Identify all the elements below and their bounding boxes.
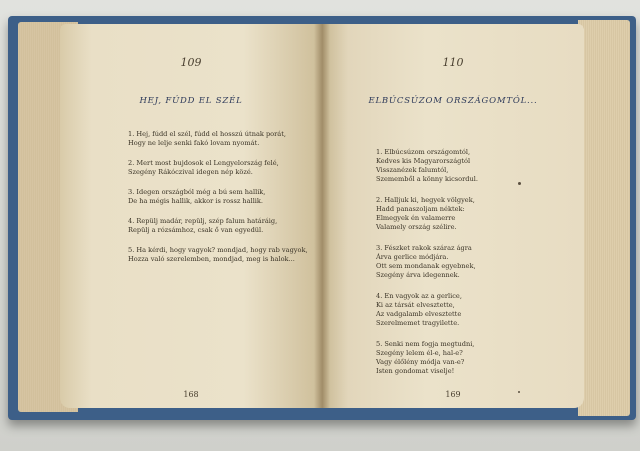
stanza <box>128 246 308 264</box>
verse-line: Szegény Rákóczival idegen nép közé. <box>128 168 253 176</box>
verse-line: 3. Fészket rakok száraz ágra <box>376 244 472 252</box>
stanza <box>128 188 308 206</box>
verse-line: Vagy élőlény módja van-e? <box>376 358 465 366</box>
verse-line: Isten gondomat viselje! <box>376 367 455 375</box>
verse-line: Elmegyek én valamerre <box>376 214 456 222</box>
stanza <box>128 130 308 148</box>
poem-title: HEJ, FÚDD EL SZÉL <box>139 96 243 106</box>
verse-line: 1. Hej, fúdd el szél, fúdd el hosszú útnak porát, <box>128 130 286 138</box>
verse-line: Szegény lelem él-e, hal-e? <box>376 349 463 357</box>
page-number-bottom: 169 <box>445 390 461 399</box>
verse-line: 5. Ha kérdi, hogy vagyok? mondjad, hogy rab vagyok, <box>128 246 308 254</box>
verse-line: De ha mégis hallik, akkor is rossz hallik. <box>128 197 263 205</box>
verse-line: 4. Repülj madár, repülj, szép falum határáig, <box>128 217 278 225</box>
poem-body <box>128 130 308 275</box>
verse-line: 2. Mert most bujdosok el Lengyelország felé, <box>128 159 279 167</box>
stanza <box>376 340 478 376</box>
page-number-top: 109 <box>180 56 202 69</box>
verse-line: Repülj a rózsámhoz, csak ő van egyedül. <box>128 226 264 234</box>
book-gutter <box>314 24 330 408</box>
stanza <box>128 159 308 177</box>
verse-line: 4. En vagyok az a gerlice, <box>376 292 462 300</box>
right-page <box>322 24 584 408</box>
verse-line: 1. Elbúcsúzom országomtól, <box>376 148 471 156</box>
page-edges-right <box>578 20 630 416</box>
verse-line: 3. Idegen országból még a bú sem hallik, <box>128 188 266 196</box>
stanza <box>376 148 478 184</box>
verse-line: Hogy ne lelje senki fakó lovam nyomát. <box>128 139 260 147</box>
poem-body <box>376 148 478 388</box>
verse-line: Árva gerlice módjára. <box>376 253 449 261</box>
stanza <box>376 292 478 328</box>
verse-line: 2. Halljuk ki, hegyek völgyek, <box>376 196 475 204</box>
verse-line: Szerelmemet tragyilette. <box>376 319 460 327</box>
page-number-bottom: 168 <box>183 390 199 399</box>
verse-line: Hadd panaszoljam néktek: <box>376 205 465 213</box>
verse-line: Az vadgalamb elvesztette <box>376 310 462 318</box>
left-page <box>60 24 322 408</box>
stanza <box>128 217 308 235</box>
verse-line: Szememből a könny kicsordul. <box>376 175 478 183</box>
verse-line: Ki az társát elvesztette, <box>376 301 455 309</box>
verse-line: Valamely ország szélire. <box>376 223 457 231</box>
verse-line: Ott sem mondanak egyebnek, <box>376 262 476 270</box>
verse-line: Szegény árva idegennek. <box>376 271 460 279</box>
ink-speck <box>518 182 521 185</box>
verse-line: Visszanézek falumtól, <box>376 166 449 174</box>
stanza <box>376 196 478 232</box>
stanza <box>376 244 478 280</box>
page-number-top: 110 <box>442 56 464 69</box>
verse-line: Kedves kis Magyarországtól <box>376 157 471 165</box>
verse-line: Hozza való szerelemben, mondjad, meg is halok... <box>128 255 295 263</box>
poem-title: ELBÚCSÚZOM ORSZÁGOMTÓL... <box>368 96 538 106</box>
verse-line: 5. Senki nem fogja megtudni, <box>376 340 475 348</box>
